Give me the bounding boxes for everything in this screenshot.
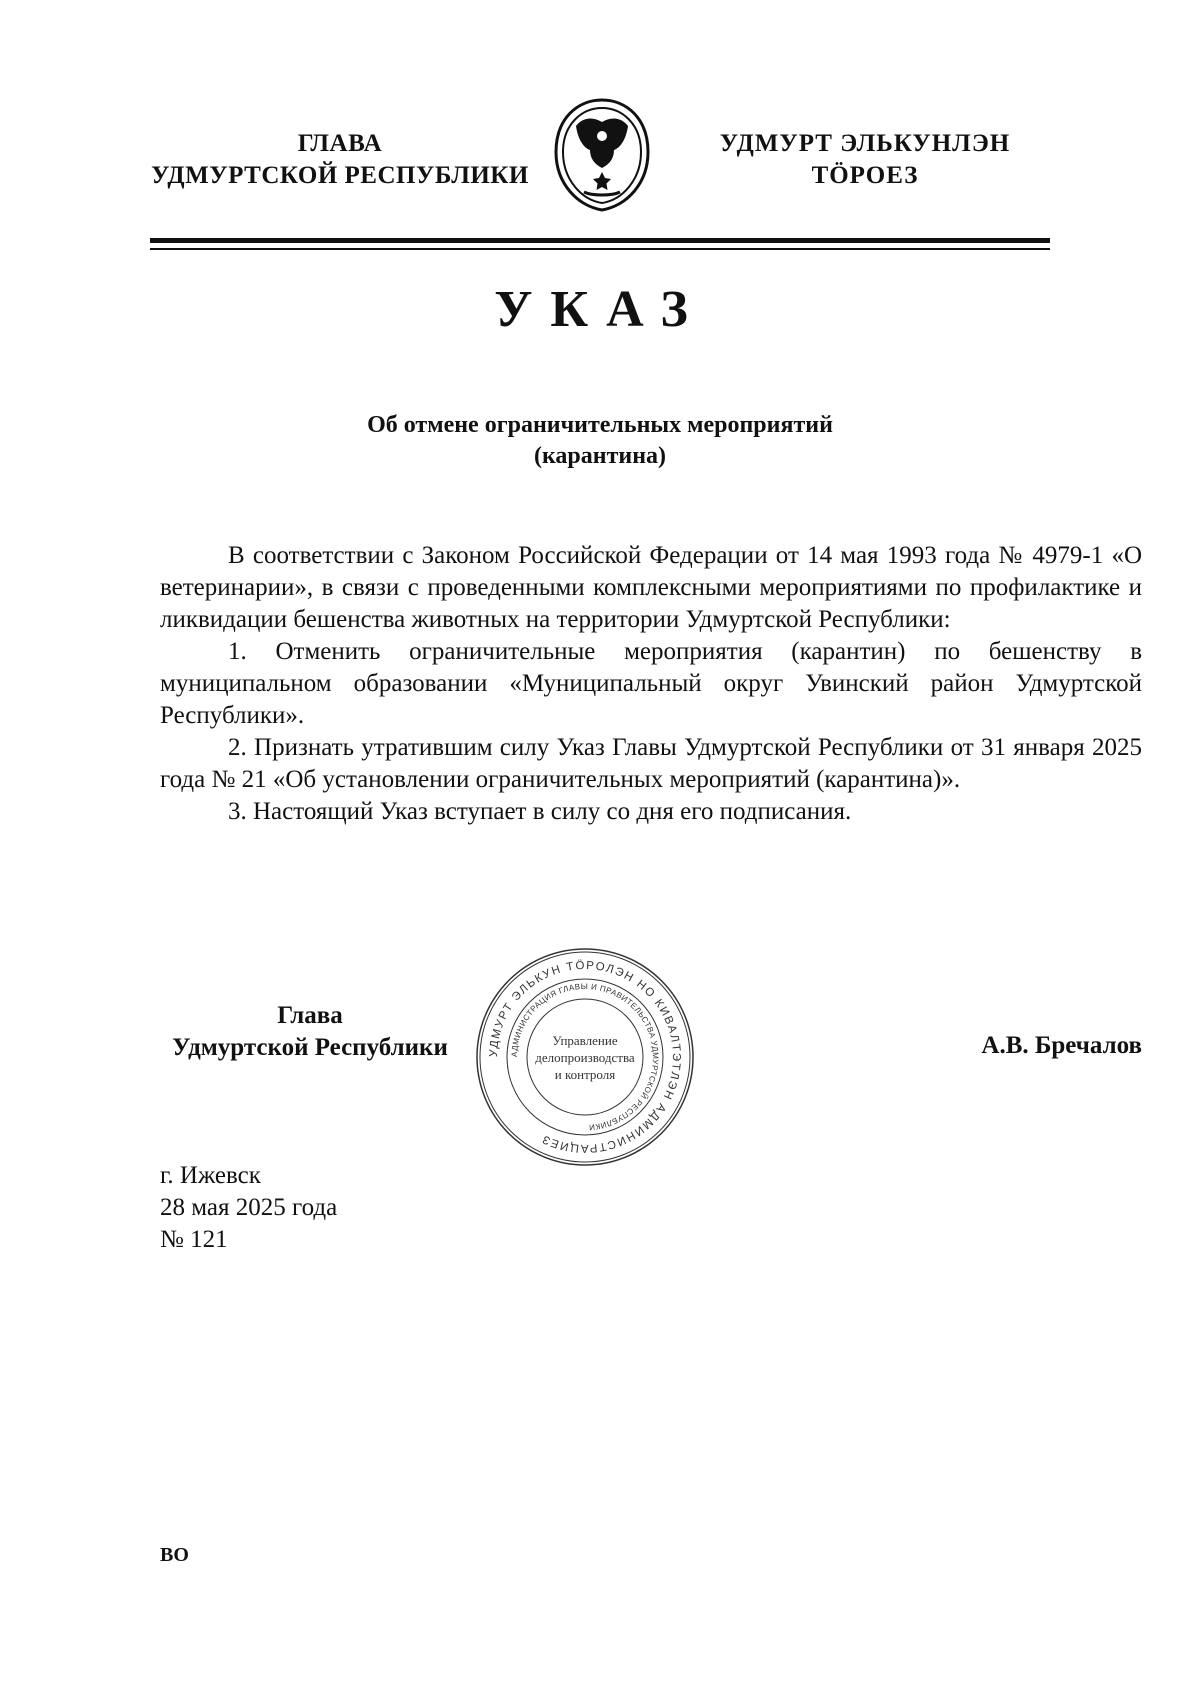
subject-line1: Об отмене ограничительных мероприятий bbox=[367, 412, 833, 438]
document-type-title: УКАЗ bbox=[494, 281, 706, 338]
body-item-3: 3. Настоящий Указ вступает в силу со дня его подписания. bbox=[228, 798, 852, 825]
header-right-line1: УДМУРТ ЭЛЬКУНЛЭН bbox=[719, 130, 1011, 157]
signatory-title bbox=[160, 1000, 460, 1064]
header-right-line2: ТӦРОЕЗ bbox=[811, 162, 919, 189]
udmurt-coat-of-arms-icon bbox=[548, 96, 656, 214]
header-left-line2: УДМУРТСКОЙ РЕСПУБЛИКИ bbox=[151, 162, 529, 189]
header-left-title bbox=[140, 128, 540, 192]
stamp-center-line2: делопроизводства bbox=[535, 1050, 635, 1065]
stamp-center-line1: Управление bbox=[552, 1033, 618, 1048]
document-subject bbox=[200, 410, 1000, 472]
stamp-outer-text: УДМУРТ ЭЛЬКУН ТӦРОЛЭН НО КИВАЛТЭТЛЭН АДМИНИСТРАЦИЕЗ bbox=[487, 959, 683, 1155]
header-divider-thin bbox=[150, 248, 1050, 250]
header-divider-thick bbox=[150, 238, 1050, 243]
stamp-center-line3: и контроля bbox=[554, 1067, 616, 1082]
signatory-name: А.В. Бречалов bbox=[981, 1032, 1142, 1059]
issue-date: 28 мая 2025 года bbox=[160, 1194, 338, 1221]
body-item-1: 1. Отменить ограничительные мероприятия (карантин) по бешенству в муниципальном образовании «Муниципальный округ Увинский район Удмуртской Республики». bbox=[160, 638, 1142, 729]
issue-details bbox=[160, 1160, 337, 1256]
issue-place: г. Ижевск bbox=[160, 1162, 261, 1189]
document-body bbox=[160, 540, 1142, 828]
header-left-line1: ГЛАВА bbox=[297, 130, 383, 157]
body-preamble: В соответствии с Законом Российской Федерации от 14 мая 1993 года № 4979-1 «О ветеринарии», в связи с проведенными комплексными мероприятиями по профилактике и ликвидации бешенства животных на территории Удмуртской Республики: bbox=[160, 542, 1142, 633]
signatory-title-line1: Глава bbox=[277, 1002, 343, 1029]
signatory-title-line2: Удмуртской Республики bbox=[172, 1034, 448, 1061]
official-seal-stamp bbox=[470, 945, 700, 1170]
body-item-2: 2. Признать утратившим силу Указ Главы Удмуртской Республики от 31 января 2025 года № 21 «Об установлении ограничительных мероприятий (карантина)». bbox=[160, 734, 1142, 793]
issue-number: № 121 bbox=[160, 1226, 228, 1253]
subject-line2: (карантина) bbox=[533, 443, 667, 469]
header-right-title bbox=[700, 128, 1030, 192]
stamp-inner-text: АДМИНИСТРАЦИЯ ГЛАВЫ И ПРАВИТЕЛЬСТВА УДМУРТСКОЙ РЕСПУБЛИКИ bbox=[509, 981, 661, 1132]
executor-initials: ВО bbox=[160, 1544, 189, 1566]
